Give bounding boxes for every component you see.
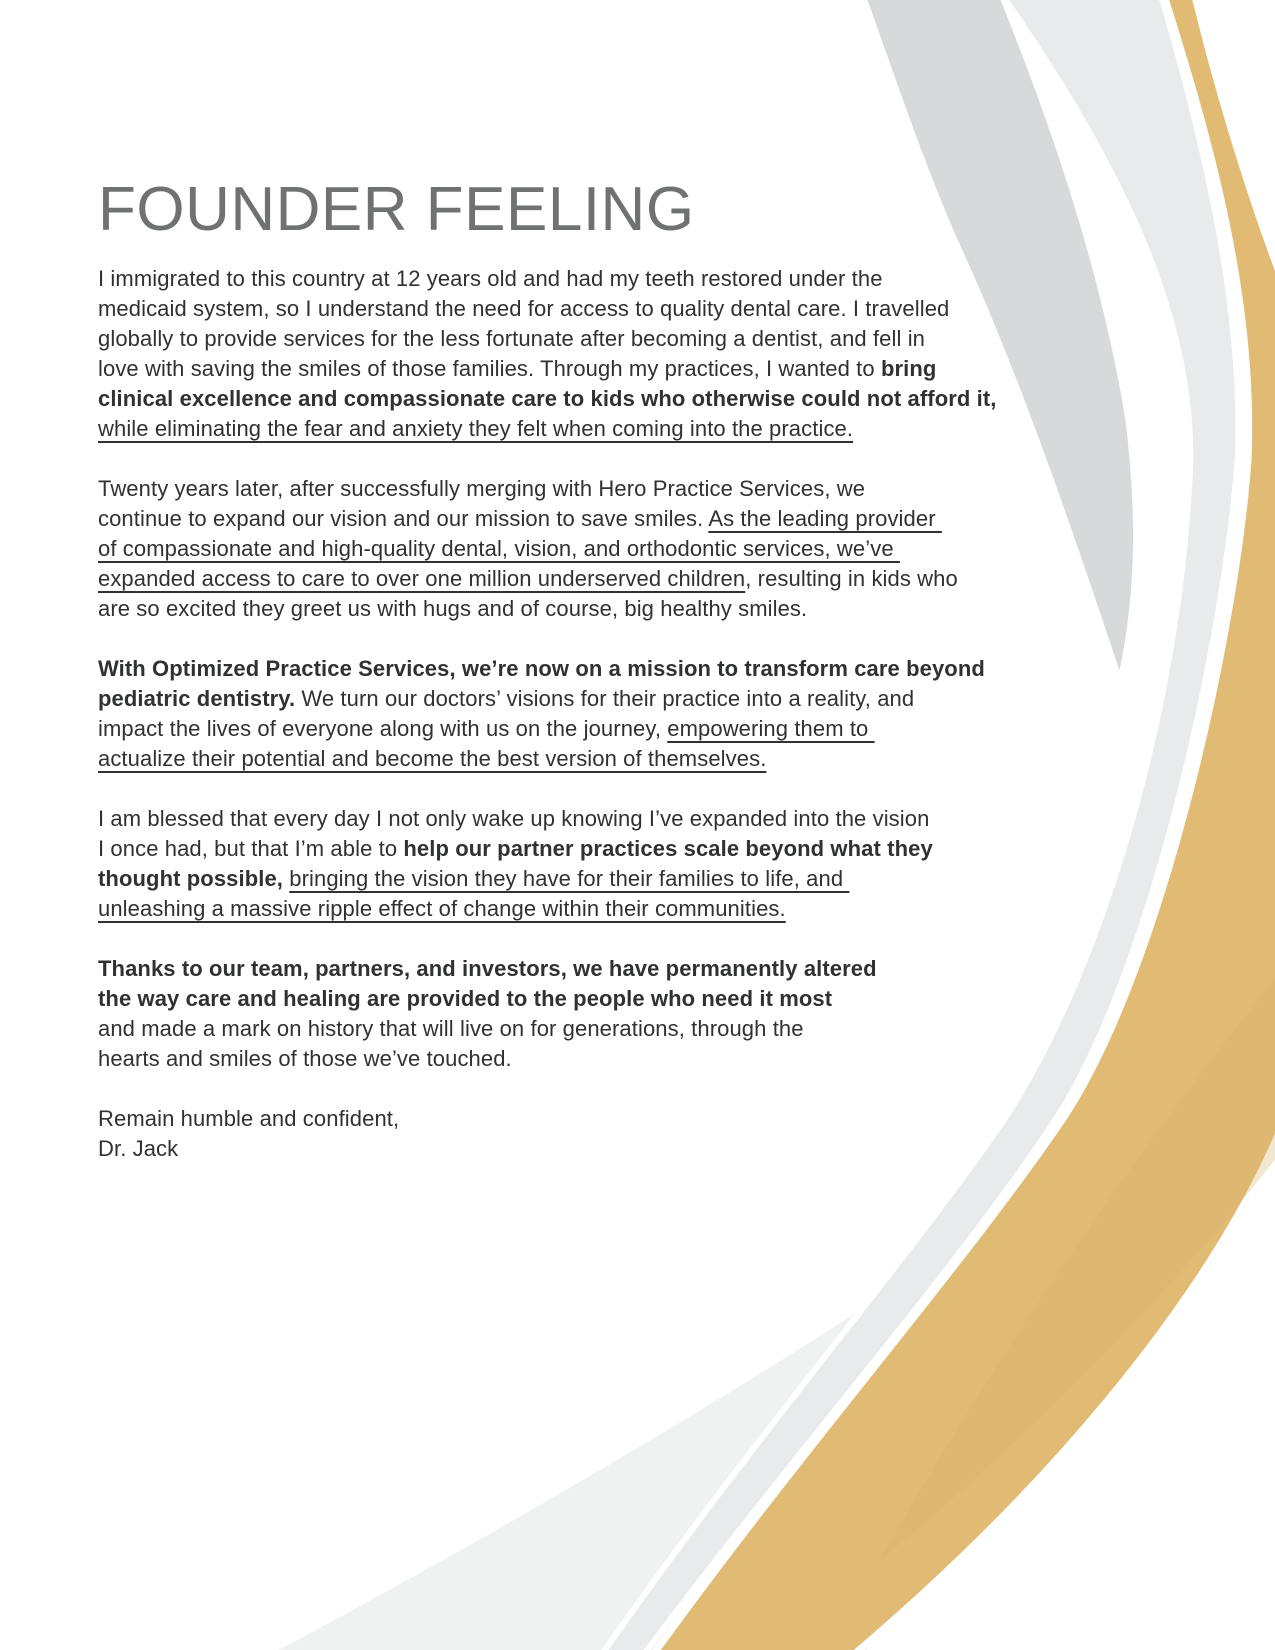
text-line: [98, 894, 1108, 924]
text-line: [98, 474, 1108, 504]
text-segment: the way care and healing are provided to the people who need it most: [98, 986, 833, 1011]
text-segment: Thanks to our team, partners, and investors, we have permanently altered: [98, 956, 877, 981]
text-line: [98, 684, 1108, 714]
text-segment: unleashing a massive ripple effect of change within their communities.: [98, 896, 786, 921]
text-line: [98, 1134, 1108, 1164]
text-line: [98, 264, 1108, 294]
text-segment: bringing the vision they have for their families to life, and: [289, 866, 850, 891]
text-segment: actualize their potential and become the best version of themselves.: [98, 746, 767, 771]
text-line: [98, 654, 1108, 684]
text-line: [98, 1104, 1108, 1134]
text-segment: medicaid system, so I understand the need for access to quality dental care. I travelled: [98, 296, 950, 321]
page-title: FOUNDER FEELING: [98, 175, 695, 244]
text-segment: , resulting in kids who: [745, 566, 958, 591]
letter-content: [98, 0, 1108, 1194]
text-line: [98, 954, 1108, 984]
text-line: [98, 504, 1108, 534]
text-line: [98, 804, 1108, 834]
text-segment: expanded access to care to over one million underserved children: [98, 566, 746, 591]
text-segment: I immigrated to this country at 12 years old and had my teeth restored under the: [98, 266, 883, 291]
text-line: [98, 564, 1108, 594]
paragraph: [98, 954, 1108, 1074]
text-line: [98, 1014, 1108, 1044]
text-segment: I am blessed that every day I not only wake up knowing I’ve expanded into the vision: [98, 806, 930, 831]
text-segment: help our partner practices scale beyond what they: [403, 836, 933, 861]
text-line: [98, 534, 1108, 564]
text-segment: Twenty years later, after successfully merging with Hero Practice Services, we: [98, 476, 866, 501]
body-text: [98, 264, 1108, 1164]
paragraph: [98, 264, 1108, 444]
text-segment: thought possible,: [98, 866, 284, 891]
text-segment: Dr. Jack: [98, 1136, 179, 1161]
paragraph: [98, 654, 1108, 774]
text-line: [98, 744, 1108, 774]
text-line: [98, 864, 1108, 894]
text-segment: and made a mark on history that will live on for generations, through the: [98, 1016, 804, 1041]
text-segment: We turn our doctors’ visions for their practice into a reality, and: [295, 686, 915, 711]
text-segment: continue to expand our vision and our mission to save smiles.: [98, 506, 709, 531]
text-segment: With Optimized Practice Services, we’re now on a mission to transform care beyond: [98, 656, 985, 681]
text-segment: love with saving the smiles of those families. Through my practices, I wanted to: [98, 356, 881, 381]
text-line: [98, 324, 1108, 354]
text-segment: of compassionate and high-quality dental, vision, and orthodontic services, we’ve: [98, 536, 900, 561]
text-segment: globally to provide services for the less fortunate after becoming a dentist, and fell in: [98, 326, 926, 351]
text-segment: bring: [880, 356, 937, 381]
paragraph: [98, 1104, 1108, 1164]
text-line: [98, 294, 1108, 324]
text-line: [98, 384, 1108, 414]
text-line: [98, 1044, 1108, 1074]
text-line: [98, 984, 1108, 1014]
text-line: [98, 594, 1108, 624]
text-line: [98, 414, 1108, 444]
text-segment: are so excited they greet us with hugs and of course, big healthy smiles.: [98, 596, 808, 621]
text-line: [98, 834, 1108, 864]
text-segment: As the leading provider: [708, 506, 942, 531]
text-segment: hearts and smiles of those we’ve touched.: [98, 1046, 512, 1071]
text-segment: impact the lives of everyone along with us on the journey,: [98, 716, 668, 741]
paragraph: [98, 474, 1108, 624]
text-segment: empowering them to: [667, 716, 875, 741]
text-segment: I once had, but that I’m able to: [98, 836, 404, 861]
text-segment: Remain humble and confident,: [98, 1106, 400, 1131]
paragraph: [98, 804, 1108, 924]
text-segment: clinical excellence and compassionate care to kids who otherwise could not afford it,: [98, 386, 997, 411]
text-line: [98, 354, 1108, 384]
text-segment: pediatric dentistry.: [98, 686, 296, 711]
text-line: [98, 714, 1108, 744]
text-segment: while eliminating the fear and anxiety they felt when coming into the practice.: [98, 416, 854, 441]
